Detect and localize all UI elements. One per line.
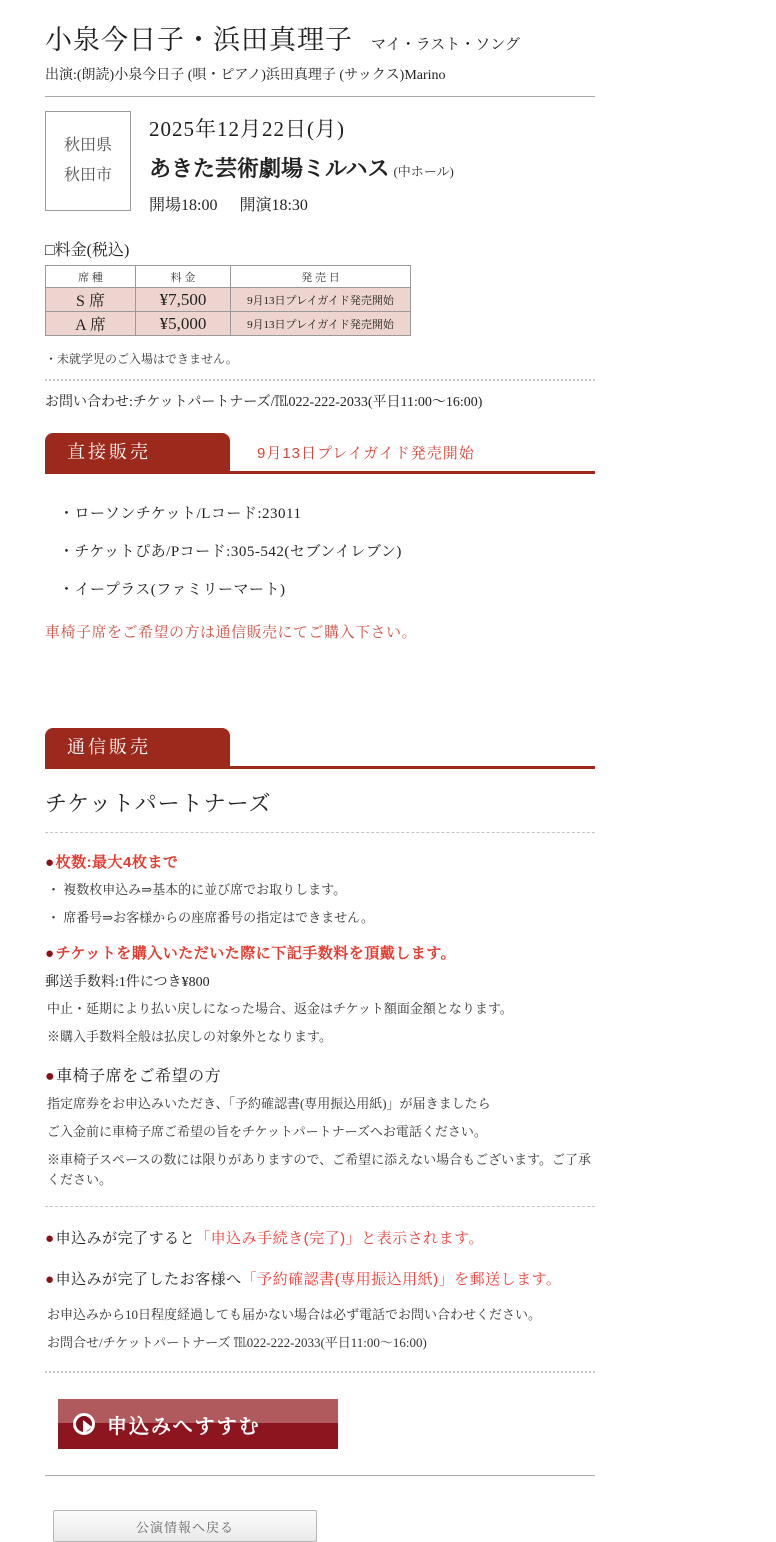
open-time: 開場18:00 [149, 197, 218, 214]
price-table [45, 265, 411, 336]
dashed-divider [45, 1206, 595, 1207]
region-prefecture: 秋田県 [63, 136, 112, 154]
page-subtitle: マイ・ラスト・ソング [371, 37, 520, 53]
price-cell: ¥5,000 [136, 312, 231, 336]
event-times [149, 192, 454, 215]
postage-fee: 郵送手数料:1件につき¥800 [45, 975, 210, 990]
event-block [45, 111, 595, 215]
quantity-note: ・ 席番号⇒お客様からの座席番号の指定はできません。 [47, 910, 374, 925]
event-date: 2025年12月22日(月) [149, 117, 345, 141]
completion-note-red: 「申込み手続き(完了)」と表示されます。 [195, 1230, 484, 1247]
direct-sales-release-info: 9月13日プレイガイド発売開始 [257, 445, 475, 462]
completion-note [45, 1268, 595, 1289]
col-header-onsale: 発 売 日 [231, 266, 411, 288]
fees-note: ※購入手数料全般は払戻しの対象外となります。 [47, 1029, 332, 1044]
sales-channel-item: ・チケットぴあ/Pコード:305-542(セブンイレブン) [59, 544, 402, 560]
quantity-note: ・ 複数枚申込み⇒基本的に並び席でお取りします。 [47, 882, 347, 897]
quantity-heading: ● 枚数:最大4枚まで [45, 851, 595, 872]
wheelchair-note: ご入金前に車椅子席ご希望の旨をチケットパートナーズへお電話ください。 [47, 1124, 487, 1139]
venue-name: あきた芸術劇場ミルハス [149, 156, 390, 181]
inquiry-note: お申込みから10日程度経過しても届かない場合は必ず電話でお問い合わせください。 [47, 1307, 542, 1322]
dashed-divider [45, 832, 595, 833]
child-admission-note: ・未就学児のご入場はできません。 [45, 352, 238, 366]
start-time: 開演18:30 [239, 197, 308, 214]
completion-note-red: 「予約確認書(専用振込用紙)」を郵送します。 [241, 1271, 562, 1288]
mail-order-header [45, 728, 595, 769]
bottom-divider [45, 1475, 595, 1476]
fees-note: 中止・延期により払い戻しになった場合、返金はチケット額面金額となります。 [47, 1001, 513, 1016]
contact-info: お問い合わせ:チケットパートナーズ/℡022-222-2033(平日11:00〜16:00) [45, 395, 483, 410]
seat-cell: S 席 [46, 288, 136, 312]
sales-channel-item: ・イープラス(ファミリーマート) [59, 582, 286, 598]
onsale-cell: 9月13日プレイガイド発売開始 [231, 312, 411, 336]
completion-note-black: 申込みが完了したお客様へ [55, 1271, 242, 1288]
seat-cell: A 席 [46, 312, 136, 336]
fees-heading: ● チケットを購入いただいた際に下記手数料を頂戴します。 [45, 942, 595, 963]
col-header-seat: 席 種 [46, 266, 136, 288]
header-divider [45, 96, 595, 97]
venue-line [149, 152, 454, 183]
region-city: 秋田市 [63, 167, 112, 184]
price-cell: ¥7,500 [136, 288, 231, 312]
price-table-header [46, 266, 411, 288]
price-heading: □料金(税込) [45, 242, 130, 259]
sales-channel-list [45, 502, 595, 599]
event-info [149, 111, 454, 215]
venue-hall-note: (中ホール) [393, 164, 454, 179]
sales-channel-item: ・ローソンチケット/Lコード:23011 [59, 506, 302, 522]
completion-note-black: 申込みが完了すると [55, 1230, 196, 1247]
page-title: 小泉今日子・浜田真理子 [45, 25, 353, 55]
play-circle-icon [73, 1413, 95, 1435]
apply-button[interactable] [58, 1399, 338, 1449]
page-header [45, 0, 595, 57]
col-header-price: 料 金 [136, 266, 231, 288]
apply-button-label: 申込みへすすむ [107, 1415, 261, 1438]
dotted-divider [45, 379, 595, 381]
completion-note [45, 1227, 595, 1248]
wheelchair-note: ※車椅子スペースの数には限りがありますので、ご希望に添えない場合もございます。ご了承ください。 [47, 1152, 592, 1187]
cast-info: 出演:(朗読)小泉今日子 (唄・ピアノ)浜田真理子 (サックス)Marino [45, 68, 446, 83]
vendor-name: チケットパートナーズ [45, 791, 272, 816]
region-box [45, 111, 131, 211]
wheelchair-heading: ● 車椅子席をご希望の方 [45, 1063, 595, 1086]
table-row [46, 312, 411, 336]
wheelchair-purchase-notice: 車椅子席をご希望の方は通信販売にてご購入下さい。 [45, 624, 418, 641]
mail-order-tab: 通信販売 [45, 728, 230, 766]
back-button[interactable]: 公演情報へ戻る [53, 1510, 317, 1542]
table-row [46, 288, 411, 312]
wheelchair-note: 指定席券をお申込みいただき、「予約確認書(専用振込用紙)」が届きましたら [47, 1096, 491, 1111]
onsale-cell: 9月13日プレイガイド発売開始 [231, 288, 411, 312]
direct-sales-tab: 直接販売 [45, 433, 230, 471]
direct-sales-header [45, 433, 595, 474]
inquiry-note: お問合せ/チケットパートナーズ ℡022-222-2033(平日11:00〜16:00) [47, 1335, 427, 1350]
dotted-divider [45, 1371, 595, 1373]
page-content [45, 0, 595, 1542]
